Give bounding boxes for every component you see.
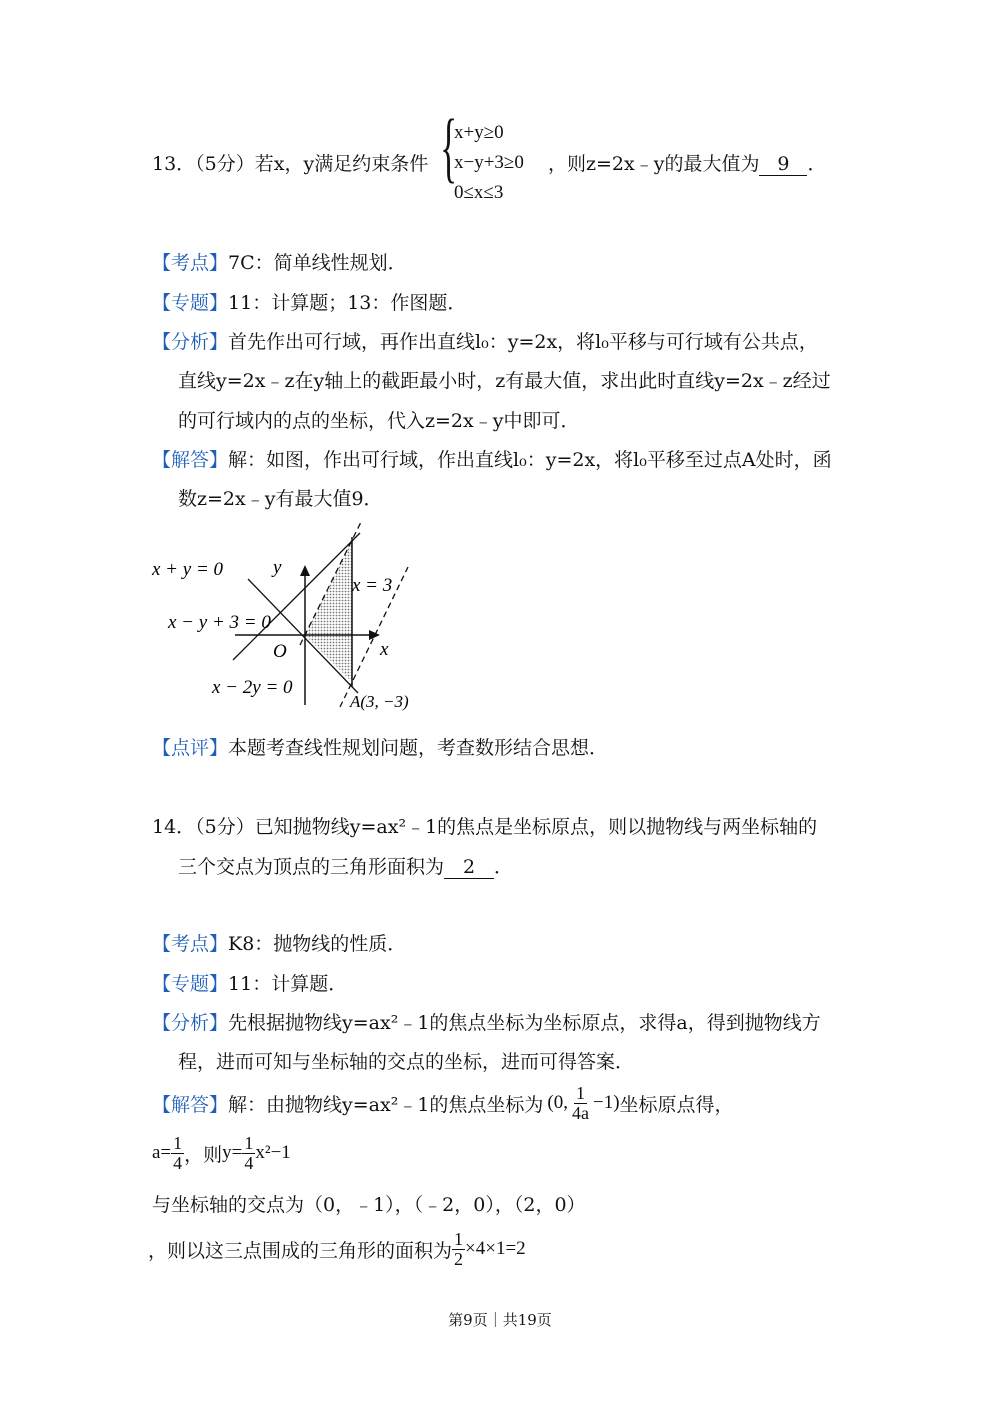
q14-y-prefix: y= <box>222 1142 243 1164</box>
q14-fenxi-tag: 【分析】 <box>152 1012 229 1034</box>
q14-then-text: ，则 <box>184 1143 223 1166</box>
q14-intersections: 与坐标轴的交点为（0，﹣1），（﹣2，0），（2，0） <box>152 1194 586 1216</box>
q14-jieda-suffix: 坐标原点得， <box>619 1093 734 1116</box>
q14-y-suffix: x²−1 <box>255 1142 291 1164</box>
label-x: x <box>380 639 389 660</box>
label-x-minus-2y: x − 2y = 0 <box>212 677 293 698</box>
q14-kaodian-tag: 【考点】 <box>152 933 229 955</box>
q13-stem-suffix <box>548 149 826 176</box>
q14-kaodian-text: K8：抛物线的性质． <box>228 933 407 955</box>
q14-fenxi-line-2: 程，进而可知与坐标轴的交点的坐标，进而可得答案． <box>178 1051 635 1073</box>
q14-zhuanti-text: 11：计算题． <box>228 973 348 995</box>
q13-fenxi-tag: 【分析】 <box>152 331 229 353</box>
q14-stem-line-2 <box>178 852 513 879</box>
q13-dianping-text: 本题考查线性规划问题，考查数形结合思想． <box>228 737 609 759</box>
q14-a-den: 4 <box>173 1152 183 1173</box>
q14-jieda-prefix: 解：由抛物线y=ax²﹣1的焦点坐标为 <box>228 1093 544 1116</box>
q14-jieda-line-1 <box>152 1084 734 1123</box>
q13-zhuanti-text: 11：计算题；13：作图题． <box>228 292 467 314</box>
q14-fenxi-line-1: 先根据抛物线y=ax²﹣1的焦点坐标为坐标原点，求得a，得到抛物线方 <box>228 1012 821 1034</box>
q13-zhuanti <box>152 288 466 315</box>
q14-a-prefix: a= <box>152 1142 172 1164</box>
q14-y-fraction <box>242 1134 255 1173</box>
q13-jieda <box>152 445 832 472</box>
q13-feasible-region-figure <box>140 515 440 720</box>
q14-a-num: 1 <box>173 1133 183 1153</box>
q14-area-prefix: ，则以这三点围成的三角形的面积为 <box>148 1239 453 1262</box>
label-y: y <box>273 557 282 578</box>
label-x-equals-3: x = 3 <box>352 575 393 596</box>
q14-zhuanti <box>152 969 347 996</box>
q13-constraint-2: x−y+3≥0 <box>454 152 524 173</box>
q14-area-line <box>148 1230 526 1269</box>
q13-stem-end: ． <box>807 153 827 175</box>
label-origin: O <box>273 641 287 662</box>
q14-a-fraction <box>171 1134 184 1173</box>
q14-focus-den: 4a <box>572 1102 589 1123</box>
q13-constraint-1: x+y≥0 <box>454 122 504 143</box>
q14-focus-fraction <box>570 1084 591 1123</box>
label-x-minus-y-plus-3: x − y + 3 = 0 <box>168 612 271 633</box>
x-axis-arrow-icon <box>369 630 380 640</box>
q14-kaodian <box>152 929 406 956</box>
label-x-plus-y: x + y = 0 <box>152 559 224 580</box>
feasible-region <box>305 540 352 682</box>
q14-area-suffix: ×4×1=2 <box>465 1238 526 1260</box>
q14-stem-line-1: 14．（5分）已知抛物线y=ax²﹣1的焦点是坐标原点，则以抛物线与两坐标轴的 <box>152 816 818 838</box>
q13-fenxi-line-2: 直线y=2x﹣z在y轴上的截距最小时，z有最大值，求出此时直线y=2x﹣z经过 <box>178 370 831 392</box>
q13-constraint-system <box>454 118 524 208</box>
q14-a-value-line <box>152 1134 291 1173</box>
q13-jieda-line-2: 数z=2x﹣y有最大值9． <box>178 488 383 510</box>
q13-kaodian-text: 7C：简单线性规划． <box>228 252 407 274</box>
q13-stem-suffix-text: ，则z=2x﹣y的最大值为 <box>548 153 760 175</box>
q13-fenxi-line-1: 首先作出可行域，再作出直线l₀：y=2x，将l₀平移与可行域有公共点， <box>228 331 818 353</box>
q13-zhuanti-tag: 【专题】 <box>152 292 229 314</box>
q14-stem-end: ． <box>494 856 514 878</box>
q13-dianping <box>152 733 608 760</box>
q14-y-num: 1 <box>244 1133 254 1153</box>
page-footer: 第9页｜共19页 <box>448 1311 552 1329</box>
q13-stem-prefix: 13．（5分）若x，y满足约束条件 <box>152 153 429 175</box>
q14-focus-num: 1 <box>576 1083 585 1103</box>
q13-dianping-tag: 【点评】 <box>152 737 229 759</box>
q14-focus-open: (0, <box>547 1092 568 1114</box>
q13-answer-blank: 9 <box>759 153 807 176</box>
q14-area-num: 1 <box>454 1229 464 1249</box>
q13-brace-icon: { <box>440 103 458 190</box>
q14-answer-blank: 2 <box>444 856 494 879</box>
q14-area-fraction <box>452 1230 465 1269</box>
q14-stem-line-2-prefix: 三个交点为顶点的三角形面积为 <box>178 856 445 878</box>
label-point-a: A(3, −3) <box>350 692 409 711</box>
q13-kaodian-tag: 【考点】 <box>152 252 229 274</box>
q13-kaodian <box>152 248 407 275</box>
q14-jieda-tag: 【解答】 <box>152 1093 229 1116</box>
q14-zhuanti-tag: 【专题】 <box>152 973 229 995</box>
q13-fenxi-line-3: 的可行域内的点的坐标，代入z=2x﹣y中即可． <box>178 410 580 432</box>
q13-fenxi <box>152 327 818 354</box>
q14-area-den: 2 <box>454 1248 464 1269</box>
q14-y-den: 4 <box>244 1152 254 1173</box>
q13-jieda-line-1: 解：如图，作出可行域，作出直线l₀：y=2x，将l₀平移至过点A处时，函 <box>228 449 832 471</box>
q13-constraint-3: 0≤x≤3 <box>454 182 504 203</box>
y-axis-arrow-icon <box>300 565 310 576</box>
q14-focus-close: −1) <box>593 1092 620 1114</box>
q13-jieda-tag: 【解答】 <box>152 449 229 471</box>
q14-fenxi <box>152 1008 821 1035</box>
